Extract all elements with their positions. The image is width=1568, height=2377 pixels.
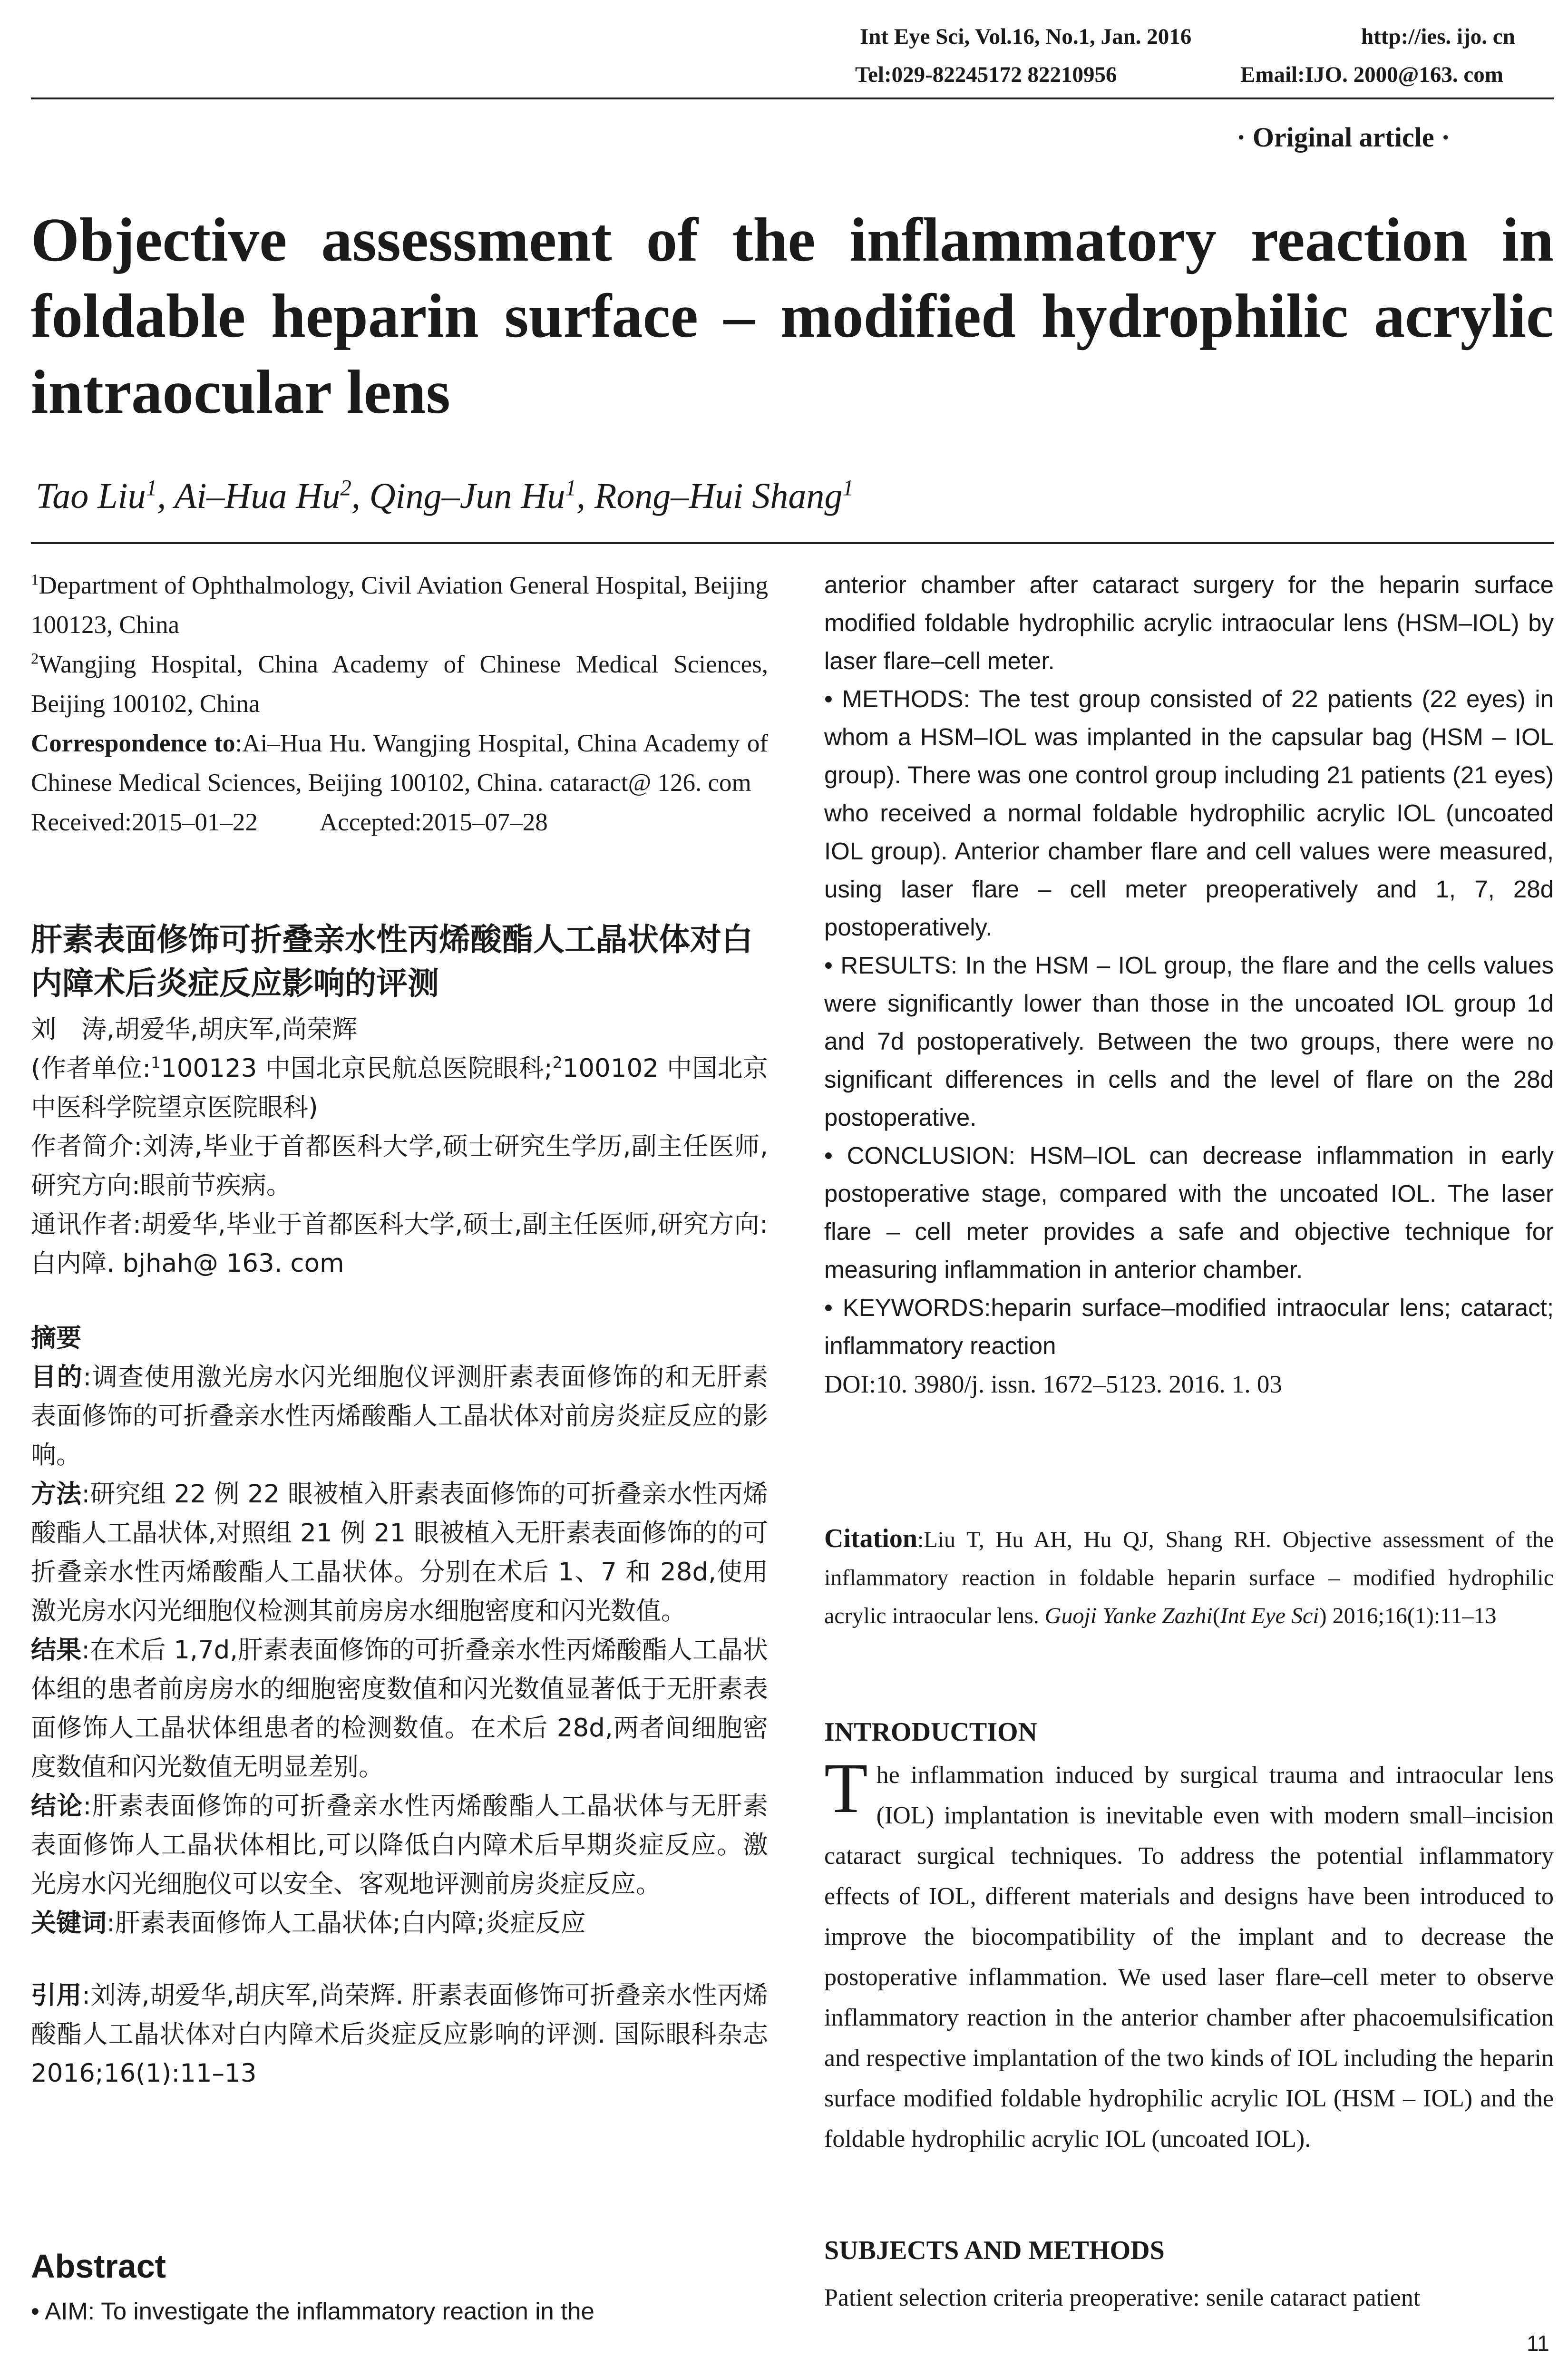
affiliations: [31, 566, 768, 842]
author: Ai–Hua Hu: [174, 476, 341, 516]
chinese-authors: 刘 涛,胡爱华,胡庆军,尚荣辉: [31, 1015, 358, 1044]
drop-cap: T: [824, 1749, 868, 1828]
methods-heading: SUBJECTS AND METHODS: [824, 2236, 1165, 2265]
abstract-conclusion: • CONCLUSION: HSM–IOL can decrease inflammation in early postoperative stage, compared with the uncoated IOL. The laser flare – cell meter provides a safe and objective technique for measuring inflammation in anterior chamber.: [824, 1142, 1554, 1283]
page-number: 11: [1527, 2331, 1549, 2356]
author: Tao Liu: [36, 476, 146, 516]
affiliation-1: $^1$Department of Ophthalmology, Civil Aviation General Hospital, Beijing 100123, China: [31, 571, 768, 639]
author-affil-sup: 1: [842, 476, 854, 501]
author-affil-sup: 1: [565, 476, 576, 501]
abstract-aim-line1: : To investigate the inflammatory reaction in the: [88, 2298, 594, 2325]
citation-label: Citation: [824, 1524, 917, 1553]
chinese-title: 肝素表面修饰可折叠亲水性丙烯酸酯人工晶状体对白内障术后炎症反应影响的评测: [31, 921, 753, 1002]
abstract-methods: • METHODS: The test group consisted of 22 patients (22 eyes) in whom a HSM–IOL was implanted in the capsular bag (HSM – IOL group). There was one control group including 21 patients (21 eyes) who received a normal foldable hydrophilic acrylic IOL (uncoated IOL group). Anterior chamber flare and cell values were measured, using laser flare – cell meter preoperatively and 1, 7, 28d postoperatively.: [824, 685, 1554, 941]
chinese-conclusion: 结论:肝素表面修饰的可折叠亲水性丙烯酸酯人工晶状体与无肝素表面修饰人工晶状体相比,可以降低白内障术后早期炎症反应。激光房水闪光细胞仪可以安全、客观地评测前房炎症反应。: [31, 1792, 769, 1899]
author: Qing–Jun Hu: [369, 476, 565, 516]
abstract-heading: Abstract: [31, 2248, 166, 2285]
chinese-block: [31, 918, 768, 2093]
author-affil-sup: 2: [340, 476, 351, 501]
header-rule: [31, 97, 1554, 99]
journal-email[interactable]: Email:IJO. 2000@163. com: [1240, 62, 1503, 87]
chinese-results: 结果:在术后 1,7d,肝素表面修饰的可折叠亲水性丙烯酸酯人工晶状体组的患者前房房水的细胞密度数值和闪光数值显著低于无肝素表面修饰人工晶状体组患者的检测数值。在术后 28d,两者间细胞密度数值和闪光数值无明显差别。: [31, 1636, 769, 1782]
english-abstract: [824, 566, 1554, 1404]
introduction-body: The inflammation induced by surgical trauma and intraocular lens (IOL) implantation is inevitable even with modern small–incision cataract surgical techniques. To address the potential inflammatory effects of IOL, different materials and designs have been introduced to improve the biocompatibility of the implant and to decrease the postoperative inflammation. We used laser flare–cell meter to observe inflammatory reaction in the anterior chamber after phacoemulsification and respective implantation of the two kinds of IOL including the heparin surface modified foldable hydrophilic acrylic IOL (HSM – IOL) and the foldable hydrophilic acrylic IOL (uncoated IOL).: [824, 1749, 1554, 2153]
abstract-aim-cont: anterior chamber after cataract surgery for the heparin surface modified foldable hydrophilic acrylic intraocular lens (HSM–IOL) by laser flare–cell meter.: [824, 571, 1554, 674]
introduction-heading: INTRODUCTION: [824, 1717, 1038, 1747]
journal-url[interactable]: http://ies. ijo. cn: [1361, 24, 1515, 49]
chinese-aim: 目的:调查使用激光房水闪光细胞仪评测肝素表面修饰的和无肝素表面修饰的可折叠亲水性丙烯酸酯人工晶状体对前房炎症反应的影响。: [31, 1363, 769, 1470]
affiliation-2: $^2$Wangjing Hospital, China Academy of Chinese Medical Sciences, Beijing 100102, China: [31, 650, 768, 718]
author-rule: [31, 542, 1554, 544]
article-title: Objective assessment of the inflammatory reaction in foldable heparin surface – modified hydrophilic acrylic intraocular lens: [31, 205, 1554, 427]
correspondence-label: Correspondence to: [31, 730, 235, 757]
chinese-affiliation: (作者单位:$^1$100123 中国北京民航总医院眼科;$^2$100102 中国北京中医科学院望京医院眼科): [31, 1053, 768, 1122]
citation-block: Citation:Liu T, Hu AH, Hu QJ, Shang RH. Objective assessment of the inflammatory reaction in foldable heparin surface – modified hydrophilic acrylic intraocular lens. Guoji Yanke Zazhi(Int Eye Sci) 2016;16(1):11–13: [824, 1524, 1554, 1628]
methods-body: Patient selection criteria preoperative: senile cataract patient: [824, 2284, 1421, 2311]
journal-phone: Tel:029-82245172 82210956: [855, 62, 1117, 87]
received-date: Received:2015–01–22: [31, 809, 258, 836]
abstract-aim-start: • AIM: To investigate the inflammatory reaction in the: [31, 2298, 594, 2325]
chinese-corr: 通讯作者:胡爱华,毕业于首都医科大学,硕士,副主任医师,研究方向:白内障. bjhah@ 163. com: [31, 1210, 768, 1278]
dates: [31, 803, 768, 842]
author-list: Tao Liu$^1$, Ai–Hua Hu$^2$, Qing–Jun Hu$^1$, Rong–Hui Shang$^1$: [36, 476, 854, 516]
correspondence: Correspondence to:Ai–Hua Hu. Wangjing Hospital, China Academy of Chinese Medical Sciences, Beijing 100102, China. cataract@ 126. com: [31, 730, 769, 797]
doi[interactable]: DOI:10. 3980/j. issn. 1672–5123. 2016. 1. 03: [824, 1371, 1282, 1398]
chinese-abstract-heading: 摘要: [31, 1324, 81, 1353]
chinese-citation: 引用:刘涛,胡爱华,胡庆军,尚荣辉. 肝素表面修饰可折叠亲水性丙烯酸酯人工晶状体对白内障术后炎症反应影响的评测. 国际眼科杂志 2016;16(1):11–13: [31, 1981, 769, 2088]
article-type: · Original article ·: [1237, 122, 1451, 153]
chinese-bio: 作者简介:刘涛,毕业于首都医科大学,硕士研究生学历,副主任医师,研究方向:眼前节疾病。: [31, 1132, 768, 1200]
journal-issue: Int Eye Sci, Vol.16, No.1, Jan. 2016: [860, 24, 1192, 49]
accepted-date: Accepted:2015–07–28: [319, 809, 548, 836]
author-affil-sup: 1: [146, 476, 157, 501]
chinese-keywords: 关键词:肝素表面修饰人工晶状体;白内障;炎症反应: [31, 1909, 586, 1938]
author: Rong–Hui Shang: [594, 476, 843, 516]
abstract-keywords: • KEYWORDS:heparin surface–modified intraocular lens; cataract; inflammatory reaction: [824, 1294, 1554, 1359]
abstract-results: • RESULTS: In the HSM – IOL group, the flare and the cells values were significantly lower than those in the uncoated IOL group 1d and 7d postoperatively. Between the two groups, there were no significant differences in cells and the level of flare on the 28d postoperative.: [824, 952, 1554, 1131]
chinese-methods: 方法:研究组 22 例 22 眼被植入肝素表面修饰的可折叠亲水性丙烯酸酯人工晶状体,对照组 21 例 21 眼被植入无肝素表面修饰的的可折叠亲水性丙烯酸酯人工晶状体。分别在术后 1、7 和 28d,使用激光房水闪光细胞仪检测其前房房水细胞密度和闪光数值。: [31, 1480, 768, 1626]
